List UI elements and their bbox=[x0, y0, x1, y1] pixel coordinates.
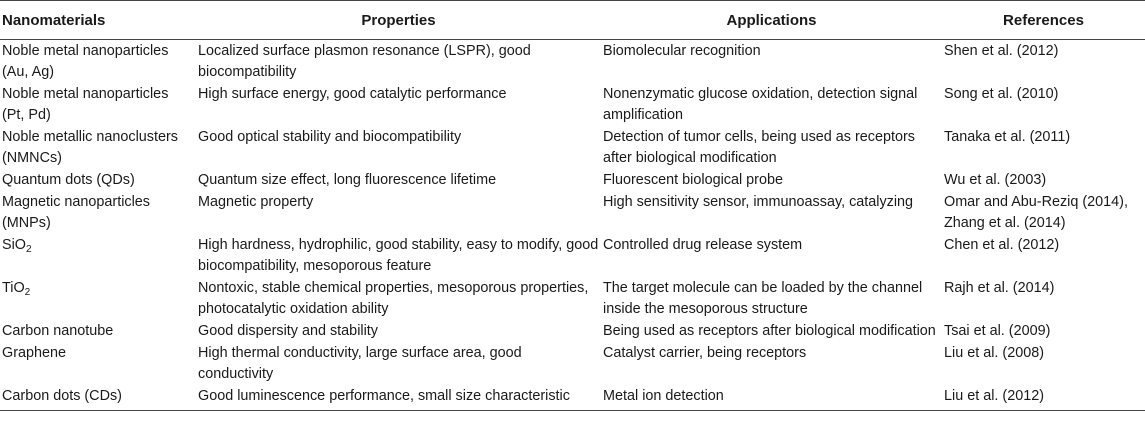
table-row bbox=[0, 342, 1145, 385]
material-cell: Graphene bbox=[2, 345, 67, 361]
applications-cell: Fluorescent biological probe bbox=[603, 172, 783, 188]
properties-cell: Good luminescence performance, small size characteristic bbox=[196, 385, 601, 411]
references-cell: Shen et al. (2012) bbox=[944, 43, 1059, 59]
material-cell: Quantum dots (QDs) bbox=[2, 172, 135, 188]
applications-cell: Detection of tumor cells, being used as receptors after biological modification bbox=[603, 129, 915, 166]
references-cell: Song et al. (2010) bbox=[944, 86, 1059, 102]
table-row bbox=[0, 277, 1145, 320]
table-row bbox=[0, 126, 1145, 169]
formula-subscript: 2 bbox=[24, 287, 31, 298]
references-cell: Tsai et al. (2009) bbox=[944, 323, 1051, 339]
properties-cell: High thermal conductivity, large surface area, good conductivity bbox=[198, 345, 522, 382]
references-cell: Liu et al. (2012) bbox=[942, 385, 1145, 411]
references-cell: Omar and Abu-Reziq (2014), Zhang et al. (2014) bbox=[944, 194, 1128, 231]
material-cell: Magnetic nanoparticles (MNPs) bbox=[2, 194, 150, 231]
properties-cell: Quantum size effect, long fluorescence lifetime bbox=[198, 172, 497, 188]
properties-cell: Nontoxic, stable chemical properties, mesoporous properties, photocatalytic oxidation ability bbox=[198, 280, 589, 317]
applications-cell: The target molecule can be loaded by the channel inside the mesoporous structure bbox=[603, 280, 923, 317]
properties-cell: Good optical stability and biocompatibility bbox=[198, 129, 462, 145]
properties-cell: High surface energy, good catalytic performance bbox=[198, 86, 507, 102]
header-properties: Properties bbox=[196, 1, 601, 40]
applications-cell: Controlled drug release system bbox=[603, 237, 803, 253]
properties-cell: Magnetic property bbox=[198, 194, 314, 210]
applications-cell: Metal ion detection bbox=[601, 385, 942, 411]
material-cell bbox=[0, 277, 196, 320]
material-cell bbox=[0, 234, 196, 277]
applications-cell: Catalyst carrier, being receptors bbox=[603, 345, 807, 361]
header-references: References bbox=[942, 1, 1145, 40]
applications-cell: Biomolecular recognition bbox=[603, 43, 761, 59]
material-formula: TiO bbox=[2, 280, 25, 296]
applications-cell: Being used as receptors after biological modification bbox=[603, 323, 936, 339]
table-row bbox=[0, 40, 1145, 84]
properties-cell: Localized surface plasmon resonance (LSPR), good biocompatibility bbox=[198, 43, 531, 80]
references-cell: Liu et al. (2008) bbox=[944, 345, 1044, 361]
references-cell: Wu et al. (2003) bbox=[944, 172, 1047, 188]
properties-cell: Good dispersity and stability bbox=[198, 323, 378, 339]
references-cell: Tanaka et al. (2011) bbox=[944, 129, 1071, 145]
table-row bbox=[0, 191, 1145, 234]
references-cell: Chen et al. (2012) bbox=[944, 237, 1060, 253]
header-nanomaterials: Nanomaterials bbox=[0, 1, 196, 40]
material-cell: Carbon nanotube bbox=[2, 323, 114, 339]
header-applications: Applications bbox=[601, 1, 942, 40]
table-row bbox=[0, 169, 1145, 191]
applications-cell: High sensitivity sensor, immunoassay, catalyzing bbox=[603, 194, 914, 210]
table-row bbox=[0, 320, 1145, 342]
material-cell: Noble metal nanoparticles (Au, Ag) bbox=[2, 43, 169, 80]
table-row bbox=[0, 83, 1145, 126]
header-row bbox=[0, 1, 1145, 40]
table-row bbox=[0, 385, 1145, 411]
material-cell: Carbon dots (CDs) bbox=[0, 385, 196, 411]
material-formula: SiO bbox=[2, 237, 26, 253]
properties-cell: High hardness, hydrophilic, good stability, easy to modify, good biocompatibility, mesoporous feature bbox=[198, 237, 599, 274]
material-cell: Noble metallic nanoclusters (NMNCs) bbox=[2, 129, 178, 166]
references-cell: Rajh et al. (2014) bbox=[944, 280, 1055, 296]
applications-cell: Nonenzymatic glucose oxidation, detection signal amplification bbox=[603, 86, 918, 123]
table-row bbox=[0, 234, 1145, 277]
material-cell: Noble metal nanoparticles (Pt, Pd) bbox=[2, 86, 169, 123]
formula-subscript: 2 bbox=[26, 244, 32, 255]
